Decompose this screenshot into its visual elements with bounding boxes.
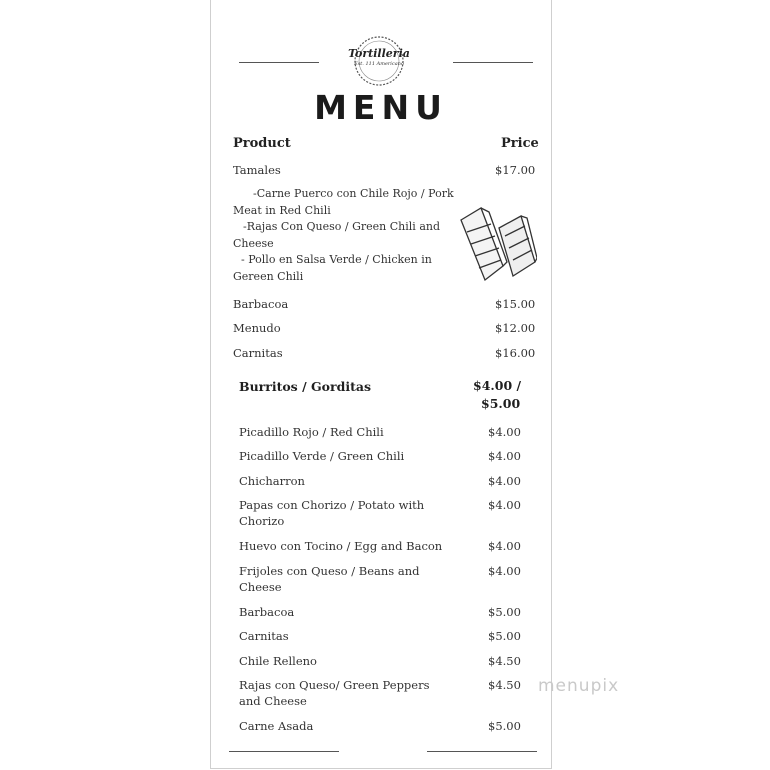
list-item: Picadillo Verde / Green Chili	[239, 449, 405, 463]
price-tamales: $17.00	[495, 163, 536, 177]
item-price: $5.00	[488, 605, 521, 619]
header-rule-right	[453, 62, 533, 63]
list-item: Huevo con Tocino / Egg and Bacon	[239, 539, 443, 553]
logo-tagline: Est. 111 Americano	[354, 61, 404, 67]
item-price: $4.50	[488, 654, 521, 668]
burritos-price-line1: $4.00 /	[473, 378, 522, 393]
tamale-option: -Rajas Con Queso / Green Chili and Cheese	[233, 220, 441, 250]
burritos-section-price	[473, 377, 521, 413]
item-price: $5.00	[488, 629, 521, 643]
list-item: Papas con Chorizo / Potato with Chorizo	[239, 498, 425, 528]
item-price: $4.00	[488, 474, 521, 488]
list-item: Picadillo Rojo / Red Chili	[239, 425, 384, 439]
tamale-illustration	[455, 202, 537, 292]
menu-sheet	[210, 0, 552, 769]
item-price: $4.50	[488, 678, 521, 692]
menu-item-barbacoa: Barbacoa	[233, 297, 289, 311]
list-item: Chile Relleno	[239, 654, 317, 668]
price-menudo: $12.00	[495, 321, 536, 335]
item-price: $5.00	[488, 719, 521, 733]
product-header: Product	[233, 136, 291, 151]
tamale-options	[233, 186, 455, 285]
list-item: Carne Asada	[239, 719, 314, 733]
menu-title: MENU	[314, 88, 448, 127]
item-price: $4.00	[488, 425, 521, 439]
item-price: $4.00	[488, 564, 521, 578]
list-item: Barbacoa	[239, 605, 295, 619]
menupix-watermark: menupix	[538, 676, 620, 696]
list-item: Rajas con Queso/ Green Peppers and Cheese	[239, 678, 430, 708]
price-barbacoa: $15.00	[495, 297, 536, 311]
footer-rule-left	[229, 751, 339, 752]
burritos-section-title: Burritos / Gorditas	[239, 379, 371, 394]
burritos-price-line2: $5.00	[481, 396, 521, 411]
menu-item-carnitas: Carnitas	[233, 346, 283, 360]
menu-item-tamales: Tamales	[233, 163, 281, 177]
logo-name: Tortilleria	[348, 47, 410, 60]
list-item: Carnitas	[239, 629, 289, 643]
menu-item-menudo: Menudo	[233, 321, 281, 335]
item-price: $4.00	[488, 449, 521, 463]
tortilleria-logo	[339, 33, 419, 89]
header-rule-left	[239, 62, 319, 63]
item-price: $4.00	[488, 498, 521, 512]
tamale-option: - Pollo en Salsa Verde / Chicken in Gereen Chili	[233, 253, 432, 283]
list-item: Frijoles con Queso / Beans and Cheese	[239, 564, 420, 594]
tamale-option: -Carne Puerco con Chile Rojo / Pork Meat in Red Chili	[233, 187, 454, 217]
price-header: Price	[501, 136, 539, 151]
list-item: Chicharron	[239, 474, 305, 488]
item-price: $4.00	[488, 539, 521, 553]
footer-rule-right	[427, 751, 537, 752]
price-carnitas: $16.00	[495, 346, 536, 360]
